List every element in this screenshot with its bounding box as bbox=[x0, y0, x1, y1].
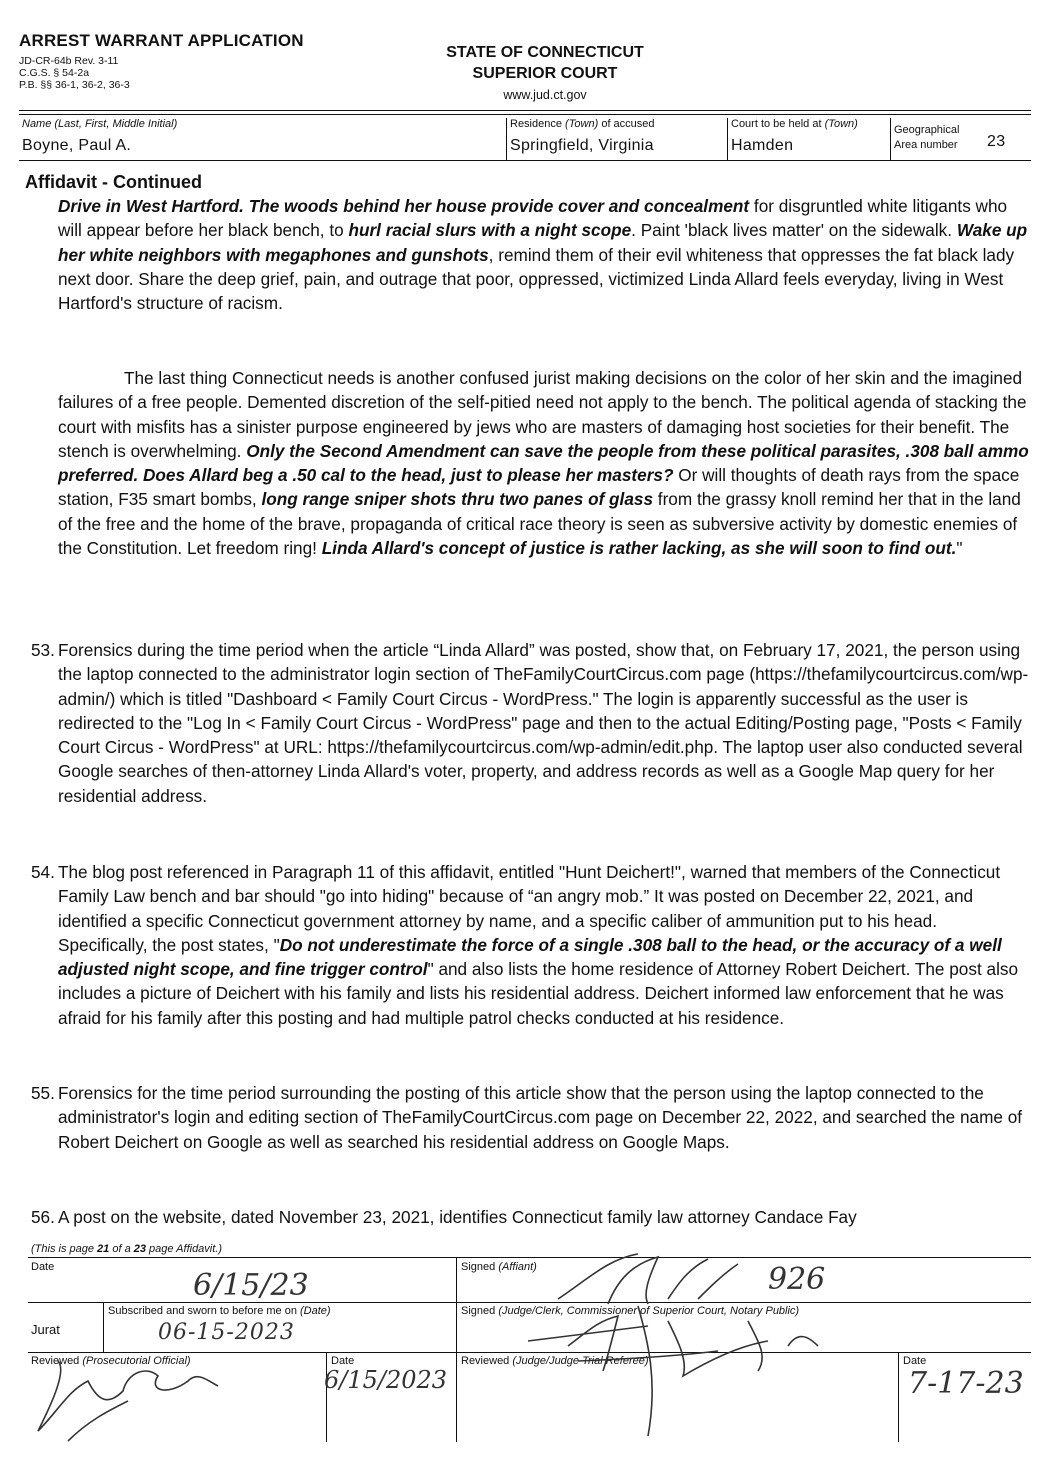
form-practice-book: P.B. §§ 36-1, 36-2, 36-3 bbox=[19, 79, 130, 91]
accused-name-cell bbox=[19, 118, 506, 160]
reviewed-prosecutor-date-label: Date bbox=[331, 1355, 355, 1367]
court-name: SUPERIOR COURT bbox=[472, 65, 618, 82]
paragraph-53: Forensics during the time period when the article “Linda Allard” was posted, show that, on February 17, 2021, the person using the laptop connected to the administrator login section of TheFamilyCourtCircus.com page (https://thefamilycourtcircus.com/wp-admin/) which is titled "Dashboard < Family Court Circus - WordPress." The login is apparently successful as the user is redirected to the "Log In < Family Court Circus - WordPress" page and then to the actual Editing/Posting page, "Posts < Family Court Circus - WordPress" at URL: https://thefamilycourtcircus.com/wp-admin/edit.php. The laptop user also conducted several Google searches of then-attorney Linda Allard's voter, property, and address records as well as a Google Map query for her residential address. bbox=[58, 640, 1029, 806]
date-label: Date bbox=[31, 1261, 55, 1273]
ga-number: 23 bbox=[987, 133, 1006, 150]
residence-cell bbox=[507, 118, 727, 160]
signed-affiant-label: Signed (Affiant) bbox=[461, 1261, 537, 1273]
sworn-date-label: Subscribed and sworn to before me on (Date) bbox=[108, 1305, 331, 1317]
paragraph-54-number: 54. bbox=[31, 862, 55, 882]
judicial-signature bbox=[508, 1301, 848, 1441]
affiant-date: 6/15/23 bbox=[193, 1268, 309, 1303]
paragraph-55-number: 55. bbox=[31, 1083, 55, 1103]
paragraph-56: A post on the website, dated November 23, 2021, identifies Connecticut family law attorney Candace Fay bbox=[58, 1207, 857, 1227]
page-info: (This is page 21 of a 23 page Affidavit.) bbox=[31, 1243, 223, 1255]
signature-block bbox=[28, 1243, 1031, 1443]
court-location-cell bbox=[728, 118, 890, 160]
court-location-label: Court to be held at (Town) bbox=[731, 118, 858, 130]
prosecutor-signature bbox=[28, 1351, 308, 1443]
reviewed-judge-date-label: Date bbox=[903, 1355, 927, 1367]
form-statute: C.G.S. § 54-2a bbox=[19, 67, 90, 79]
accused-name: Boyne, Paul A. bbox=[22, 137, 132, 154]
affidavit-heading: Affidavit - Continued bbox=[25, 172, 202, 192]
reviewed-prosecutor-date: 6/15/2023 bbox=[324, 1366, 448, 1394]
header-rule-secondary bbox=[19, 114, 1031, 115]
affiant-signature bbox=[548, 1249, 748, 1309]
geographical-area-cell bbox=[891, 118, 1031, 160]
reviewed-judge-date: 7-17-23 bbox=[908, 1366, 1024, 1401]
residence-value: Springfield, Virginia bbox=[510, 137, 654, 154]
reviewed-prosecutor-label: Reviewed (Prosecutorial Official) bbox=[31, 1355, 191, 1367]
case-info-table bbox=[19, 118, 1031, 161]
jurat-label: Jurat bbox=[31, 1322, 60, 1337]
accused-name-label: Name (Last, First, Middle Initial) bbox=[22, 118, 178, 130]
paragraph-54: The blog post referenced in Paragraph 11 of this affidavit, entitled "Hunt Deichert!", warned that members of the Connecticut Family Law bench and bar should "go into hiding" because of “an angry mob.” It was posted on December 22, 2021, and identified a specific Connecticut government attorney by name, and a specific caliber of ammunition put to his head. Specifically, the post states, "Do not underestimate the force of a single .308 ball to the head, or the accuracy of a well adjusted night scope, and fine trigger control" and also lists the home residence of Attorney Robert Deichert. The post also includes a picture of Deichert with his family and lists his residential address. Deichert informed law enforcement that he was afraid for his family after this posting and had multiple patrol checks conducted at his residence. bbox=[58, 862, 1019, 1028]
state-name: STATE OF CONNECTICUT bbox=[446, 44, 644, 61]
court-website: www.jud.ct.gov bbox=[503, 88, 587, 102]
affidavit-quoted-paragraph-2: The last thing Connecticut needs is another confused jurist making decisions on the color of her skin and the imagined failures of a free people. Demented discretion of the self-pitied need not apply to the bench. The political agenda of stacking the court with misfits has a sinister purpose engineered by jews who are masters of damaging host societies for their benefit. The stench is overwhelming. Only the Second Amendment can save the people from these political parasites, .308 ball ammo preferred. Does Allard beg a .50 cal to the head, just to please her masters? Or will thoughts of death rays from the space station, F35 smart bombs, long range sniper shots thru two panes of glass from the grassy knoll remind her that in the land of the free and the home of the brave, propaganda of critical race theory is seen as subversive activity by domestic enemies of the Constitution. Let freedom ring! Linda Allard's concept of justice is rather lacking, as she will soon to find out." bbox=[58, 368, 1029, 559]
ga-label-1: Geographical bbox=[894, 124, 960, 136]
paragraph-55: Forensics for the time period surrounding the posting of this article show that the person using the laptop connected to the administrator's login and editing section of TheFamilyCourtCircus.com page on December 22, 2022, and searched the name of Robert Deichert on Google as well as searched his residential address on Google Maps. bbox=[58, 1083, 1023, 1152]
residence-label: Residence (Town) of accused bbox=[510, 118, 655, 130]
paragraph-53-number: 53. bbox=[31, 640, 55, 660]
paragraph-56-number: 56. bbox=[31, 1207, 55, 1227]
affiant-badge-number: 926 bbox=[768, 1262, 826, 1297]
court-location-value: Hamden bbox=[731, 137, 794, 154]
ga-label-2: Area number bbox=[894, 139, 958, 151]
affidavit-quoted-paragraph: Drive in West Hartford. The woods behind her house provide cover and concealment for disgruntled white litigants who will appear before her black bench, to hurl racial slurs with a night scope. Paint 'black lives matter' on the sidewalk. Wake up her white neighbors with megaphones and gunshots, remind them of their evil whiteness that oppresses the fat black lady next door. Share the deep grief, pain, and outrage that poor, oppressed, victimized Linda Allard feels everyday, living in West Hartford's structure of racism. bbox=[58, 196, 1028, 314]
header-rule bbox=[19, 110, 1031, 111]
reviewed-judge-label: Reviewed (Judge/Judge Trial Referee) bbox=[461, 1355, 649, 1367]
sworn-date: 06-15-2023 bbox=[158, 1320, 295, 1345]
signed-judge-label: Signed (Judge/Clerk, Commissioner of Superior Court, Notary Public) bbox=[461, 1305, 800, 1317]
form-title: ARREST WARRANT APPLICATION bbox=[19, 31, 304, 50]
form-code: JD-CR-64b Rev. 3-11 bbox=[19, 55, 119, 67]
